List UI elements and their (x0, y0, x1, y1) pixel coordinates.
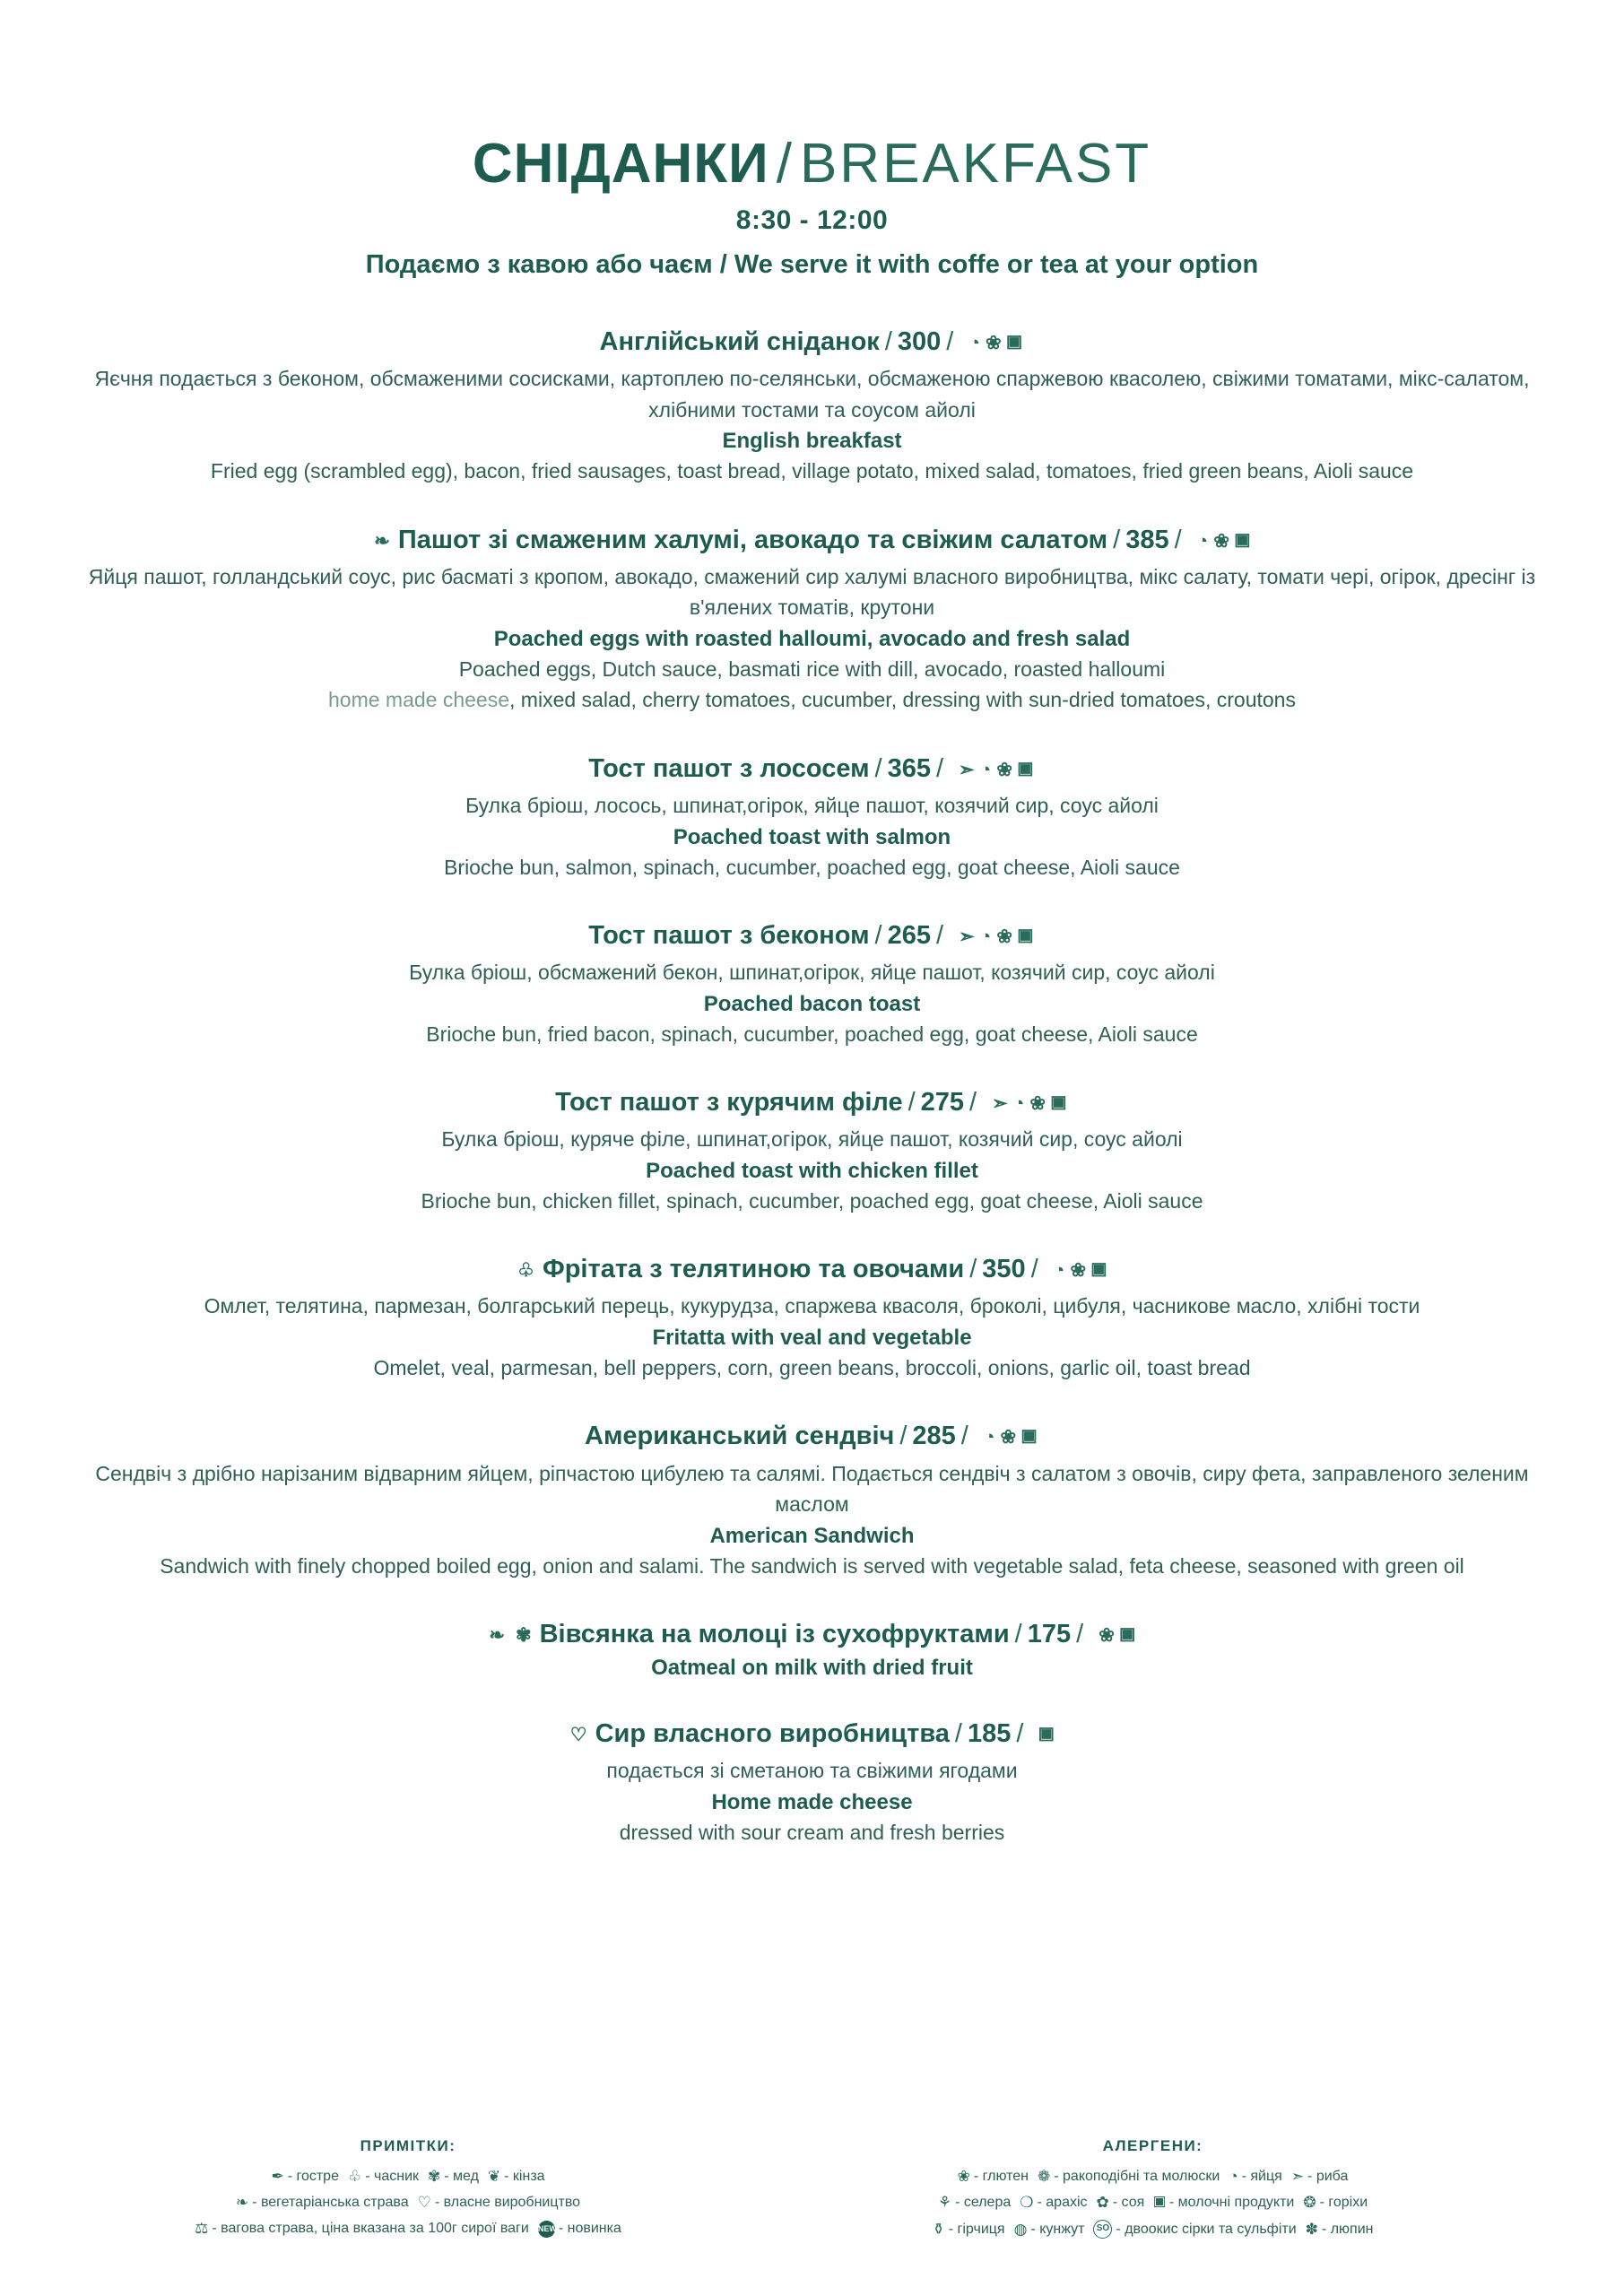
legend-label: - часник (365, 2169, 419, 2184)
gluten-icon: ❀ (1029, 1093, 1046, 1114)
gluten-icon: ❀ (1000, 1427, 1017, 1448)
legend-entry (271, 2168, 339, 2186)
legend-entry (428, 2168, 479, 2186)
milk-icon: 🞕 (1038, 1725, 1055, 1746)
menu-item-name-en: Poached bacon toast (703, 991, 921, 1016)
own-production-icon: ♡ (569, 1725, 587, 1746)
legend-entry (1038, 2168, 1220, 2186)
menu-items-list (85, 325, 1539, 1848)
menu-item (85, 1085, 1539, 1216)
menu-item-description-en-part1: Poached eggs, Dutch sauce, basmati rice with dill, avocado, roasted halloumi (458, 657, 1166, 681)
menu-item-name-en: Poached eggs with roasted halloumi, avocado and fresh salad (493, 626, 1131, 651)
own-production-icon: ♡ (417, 2194, 431, 2211)
menu-item-heading: ♡ Сир власного виробництва / 185 / 🞕 (85, 1717, 1539, 1752)
legend-label: - вагова страва, ціна вказана за 100г сирої ваги (212, 2221, 529, 2236)
legend-row (767, 2168, 1539, 2186)
menu-item-heading: ❧ ✾ Вівсянка на молоці із сухофруктами / 175 / ❀ 🞕 (85, 1617, 1539, 1652)
menu-item-description-en (85, 654, 1539, 716)
legend-label: - горіхи (1319, 2195, 1368, 2210)
menu-item-name-ua: Англійський сніданок (599, 327, 880, 357)
menu-item-name-ua: Сир власного виробництва (595, 1719, 950, 1749)
legend-entry (1229, 2168, 1281, 2186)
legend-entry (933, 2220, 1005, 2239)
legend-entry (1014, 2220, 1085, 2239)
legend-entry (1153, 2194, 1294, 2212)
egg-icon: ◔ (1053, 1260, 1065, 1282)
milk-icon: 🞕 (1017, 759, 1033, 780)
menu-item-description-ua: подається зі сметаною та свіжими ягодами (606, 1759, 1018, 1783)
menu-item (85, 523, 1539, 716)
legend-label: - арахіс (1037, 2195, 1088, 2210)
menu-item (85, 1617, 1539, 1681)
legend-label: - риба (1307, 2169, 1349, 2184)
menu-item-name-en: Fritatta with veal and vegetable (652, 1325, 972, 1350)
honey-icon: ✾ (516, 1624, 532, 1646)
menu-item-price: 265 (887, 921, 931, 951)
menu-item-allergen-icons (1029, 1719, 1056, 1748)
notes-column (85, 2137, 731, 2247)
milk-icon: 🞕 (1119, 1624, 1135, 1646)
serving-note: Подаємо з кавою або чаєм / We serve it with coffe or tea at your option (365, 250, 1259, 280)
legend-label: - селера (955, 2195, 1012, 2210)
gluten-icon: ❀ (986, 332, 1002, 353)
menu-item-description-ua: Омлет, телятина, пармезан, болгарський перець, кукурудза, спаржева квасоля, броколі, цибуля, часникове масло, хлібні тости (204, 1294, 1420, 1318)
legend-label: - люпин (1321, 2221, 1374, 2237)
menu-item-price: 185 (967, 1719, 1012, 1749)
page-title-ua: СНІДАНКИ (472, 133, 769, 195)
sesame-icon: ◍ (1013, 2220, 1028, 2238)
legend-entry (1303, 2194, 1368, 2212)
legend-entry (348, 2168, 419, 2186)
legend-row (85, 2168, 731, 2186)
menu-item-name-ua: Вівсянка на молоці із сухофруктами (539, 1620, 1010, 1649)
menu-item-description-ua: Сендвіч з дрібно нарізаним відварним яйцем, ріпчастою цибулею та салямі. Подається сендвіч з салатом з овочів, сиру фета, заправленого зеленим маслом (95, 1461, 1529, 1517)
legend-label: - гостре (287, 2169, 339, 2184)
menu-item-name-en: American Sandwich (709, 1523, 915, 1548)
legend-label: - вегетаріанська страва (252, 2195, 409, 2210)
legend-label: - мед (444, 2169, 479, 2184)
gluten-icon: ❀ (996, 759, 1012, 780)
menu-item-separator: / (874, 921, 882, 951)
menu-item-description-ua: Яєчня подається з беконом, обсмаженими сосисками, картоплею по-селянськи, обсмаженою спаржевою квасолею, свіжими томатами, мікс-салатом, хлібними тостами та соусом айолі (94, 367, 1530, 422)
menu-item-name-ua: Тост пашот з курячим філе (555, 1088, 903, 1118)
menu-item-name-en: Poached toast with salmon (673, 824, 951, 849)
legend-entry (1097, 2194, 1145, 2212)
vegetarian-icon: ❧ (489, 1624, 505, 1646)
page-title-separator: / (776, 133, 793, 195)
menu-item (85, 918, 1539, 1049)
milk-icon: 🞕 (1021, 1427, 1037, 1448)
legend-entry (958, 2168, 1029, 2186)
menu-item-heading: ♧ Фрітата з телятиною та овочами / 350 / ◔ ❀ 🞕 (85, 1252, 1539, 1287)
egg-icon: ◔ (968, 332, 981, 353)
menu-item-name-en: English breakfast (722, 429, 902, 454)
menu-item-allergen-icons (949, 754, 1036, 783)
menu-item-name-ua: Тост пашот з беконом (588, 921, 870, 951)
menu-item-description-en: Sandwich with finely chopped boiled egg, onion and salami. The sandwich is served with vegetable salad, feta cheese, seasoned with green oil (160, 1553, 1464, 1578)
menu-item-price: 385 (1125, 525, 1169, 554)
lupin-icon: ✽ (1305, 2220, 1318, 2238)
legend-entry (1020, 2194, 1087, 2212)
legend-row (85, 2194, 731, 2212)
egg-icon: ◔ (983, 1427, 995, 1448)
chili-icon: ✒ (271, 2168, 284, 2185)
menu-item-description-en: dressed with sour cream and fresh berries (619, 1820, 1005, 1844)
egg-icon: ◔ (1196, 530, 1209, 552)
fish-icon: ➣ (959, 926, 975, 947)
menu-item-heading: Тост пашот з курячим філе / 275 / ➣ ◔ ❀ 🞕 (85, 1085, 1539, 1120)
menu-item-description-ua: Булка бріош, лосось, шпинат,огірок, яйце пашот, козячий сир, соус айолі (465, 794, 1159, 818)
menu-item-price: 175 (1027, 1620, 1072, 1649)
gluten-icon: ❀ (1099, 1624, 1115, 1646)
menu-item-description-en: Omelet, veal, parmesan, bell peppers, corn, green beans, broccoli, onions, garlic oil, toast bread (373, 1355, 1251, 1379)
legend-label: - двоокис сірки та сульфіти (1116, 2221, 1297, 2237)
menu-item (85, 1419, 1539, 1581)
allergens-title: АЛЕРГЕНИ: (1102, 2137, 1203, 2154)
menu-item (85, 1717, 1539, 1848)
mustard-icon: ⚱ (932, 2220, 945, 2238)
legend-label: - новинка (558, 2221, 621, 2236)
menu-item-heading: Тост пашот з беконом / 265 / ➣ ◔ ❀ 🞕 (85, 918, 1539, 953)
egg-icon: ◔ (979, 759, 992, 780)
menu-item-separator: / (899, 1422, 908, 1451)
legend-entry (1306, 2220, 1374, 2239)
soy-icon: ✿ (1096, 2194, 1109, 2211)
menu-item-description-en-part2: , mixed salad, cherry tomatoes, cucumber, dressing with sun-dried tomatoes, croutons (509, 688, 1296, 712)
menu-item-description-en: Brioche bun, chicken fillet, spinach, cucumber, poached egg, goat cheese, Aioli sauce (421, 1188, 1203, 1213)
menu-item-allergen-icons (974, 1422, 1039, 1450)
legend-label: - кінза (504, 2169, 545, 2184)
legend-row (767, 2220, 1539, 2239)
legend-entry (418, 2194, 580, 2212)
milk-icon: 🞕 (1017, 926, 1033, 947)
menu-item-allergen-icons (1089, 1620, 1137, 1648)
menu-item (85, 1252, 1539, 1383)
garlic-icon: ♧ (347, 2168, 362, 2185)
menu-item-description-ua: Яйця пашот, голландський соус, рис басматі з кропом, авокадо, смажений сир халумі власного виробництва, мікс салату, томати чері, огірок, дресінг із в'ялених томатів, крутони (88, 564, 1536, 620)
legend-entry (1291, 2168, 1349, 2186)
menu-item-allergen-icons (1187, 526, 1253, 554)
vegetarian-icon: ❧ (235, 2194, 249, 2211)
legend-entry (195, 2220, 529, 2238)
menu-item-allergen-icons (982, 1088, 1069, 1117)
menu-item-heading: Тост пашот з лососем / 365 / ➣ ◔ ❀ 🞕 (85, 752, 1539, 787)
shellfish-icon: ❁ (1038, 2168, 1051, 2185)
legend-label: - соя (1112, 2195, 1145, 2210)
menu-item-description-en: Brioche bun, fried bacon, spinach, cucumber, poached egg, goat cheese, Aioli sauce (426, 1022, 1198, 1046)
menu-item-name-en: Oatmeal on milk with dried fruit (651, 1656, 973, 1681)
milk-icon: 🞕 (1051, 1093, 1066, 1114)
new-badge-icon: NEW (538, 2221, 555, 2238)
menu-item-allergen-icons (959, 327, 1024, 356)
menu-item-separator: / (884, 327, 892, 357)
menu-item (85, 752, 1539, 883)
fish-icon: ➣ (1290, 2168, 1305, 2185)
serving-hours: 8:30 - 12:00 (735, 205, 889, 236)
legend-entry (938, 2194, 1011, 2212)
menu-item-allergen-icons (1044, 1255, 1109, 1283)
legend-entry (488, 2168, 545, 2186)
menu-item-price: 300 (897, 327, 942, 357)
milk-icon: 🞕 (1006, 332, 1022, 353)
legend-label: - власне виробництво (434, 2195, 581, 2210)
menu-item-description-ua: Булка бріош, куряче філе, шпинат,огірок, яйце пашот, козячий сир, соус айолі (441, 1127, 1183, 1152)
menu-item-heading: Англійський сніданок / 300 / ◔ ❀ 🞕 (85, 325, 1539, 360)
legend-row (85, 2220, 731, 2238)
legend-label: - глютен (973, 2169, 1029, 2184)
fish-icon: ➣ (992, 1093, 1008, 1114)
menu-item-separator: / (1113, 525, 1121, 554)
legend-label: - ракоподібні та молюски (1054, 2169, 1220, 2184)
menu-item-description-en: Brioche bun, salmon, spinach, cucumber, poached egg, goat cheese, Aioli sauce (444, 855, 1180, 879)
notes-title: ПРИМІТКИ: (360, 2137, 456, 2154)
legend-entry (1093, 2220, 1296, 2239)
menu-item-name-ua: Тост пашот з лососем (588, 753, 870, 783)
menu-item-separator: / (908, 1088, 916, 1118)
page-title (85, 135, 1539, 193)
menu-item-name-ua: Американський сендвіч (585, 1422, 895, 1451)
fish-icon: ➣ (959, 759, 975, 780)
gluten-icon: ❀ (1213, 530, 1229, 552)
menu-item-separator: / (969, 1255, 977, 1284)
egg-icon: ◔ (1229, 2168, 1238, 2185)
nuts-icon: ❂ (1303, 2194, 1316, 2211)
menu-item-description-en-muted: home made cheese (328, 688, 510, 712)
egg-icon: ◔ (979, 926, 992, 947)
scales-icon: ⚖ (195, 2220, 209, 2237)
menu-item-description-ua: Булка бріош, обсмажений бекон, шпинат,огірок, яйце пашот, козячий сир, соус айолі (409, 961, 1215, 985)
legend-label: - кунжут (1030, 2221, 1085, 2237)
page-title-en: BREAKFAST (799, 133, 1152, 195)
gluten-icon: ❀ (1070, 1260, 1087, 1282)
menu-item-name-ua: Фрітата з телятиною та овочами (542, 1255, 965, 1284)
menu-item-name-en: Home made cheese (711, 1789, 913, 1814)
menu-item-name-en: Poached toast with chicken fillet (646, 1158, 978, 1183)
menu-item-separator: / (1014, 1620, 1022, 1649)
menu-item-price: 350 (982, 1255, 1026, 1284)
menu-item-price: 365 (887, 753, 931, 783)
menu-item-separator: / (874, 753, 882, 783)
vegetarian-icon: ❧ (374, 530, 390, 552)
honey-icon: ✾ (428, 2168, 441, 2185)
legend-row (767, 2194, 1539, 2212)
menu-item-heading: ❧ Пашот зі смаженим халумі, авокадо та свіжим салатом / 385 / ◔ ❀ 🞕 (85, 523, 1539, 558)
milk-icon: 🞕 (1234, 530, 1250, 552)
gluten-icon: ❀ (957, 2168, 970, 2185)
menu-item-heading: Американський сендвіч / 285 / ◔ ❀ 🞕 (85, 1419, 1539, 1454)
milk-icon: 🞕 (1091, 1260, 1107, 1282)
milk-icon: 🞕 (1153, 2194, 1166, 2211)
sulfites-icon: SO (1093, 2220, 1112, 2239)
peanut-icon: ❍ (1020, 2194, 1034, 2211)
legend-label: - гірчиця (948, 2221, 1005, 2237)
menu-item-separator: / (954, 1719, 962, 1749)
legend-label: - яйця (1241, 2169, 1282, 2184)
egg-icon: ◔ (1012, 1093, 1025, 1114)
cilantro-icon: ❦ (487, 2168, 501, 2185)
legend-label: - молочні продукти (1168, 2195, 1295, 2210)
menu-item-price: 285 (912, 1422, 956, 1451)
garlic-icon: ♧ (517, 1260, 534, 1282)
menu-item (85, 325, 1539, 487)
gluten-icon: ❀ (996, 926, 1012, 947)
menu-footer (85, 2137, 1539, 2247)
legend-entry (236, 2194, 409, 2212)
menu-item-description-en: Fried egg (scrambled egg), bacon, fried sausages, toast bread, village potato, mixed salad, tomatoes, fried green beans, Aioli sauce (210, 459, 1414, 483)
allergens-column (767, 2137, 1539, 2247)
menu-item-name-ua: Пашот зі смаженим халумі, авокадо та свіжим салатом (397, 525, 1108, 554)
menu-item-allergen-icons (949, 921, 1036, 950)
celery-icon: ⚘ (937, 2194, 952, 2211)
legend-entry (538, 2220, 621, 2238)
menu-item-price: 275 (920, 1088, 965, 1118)
